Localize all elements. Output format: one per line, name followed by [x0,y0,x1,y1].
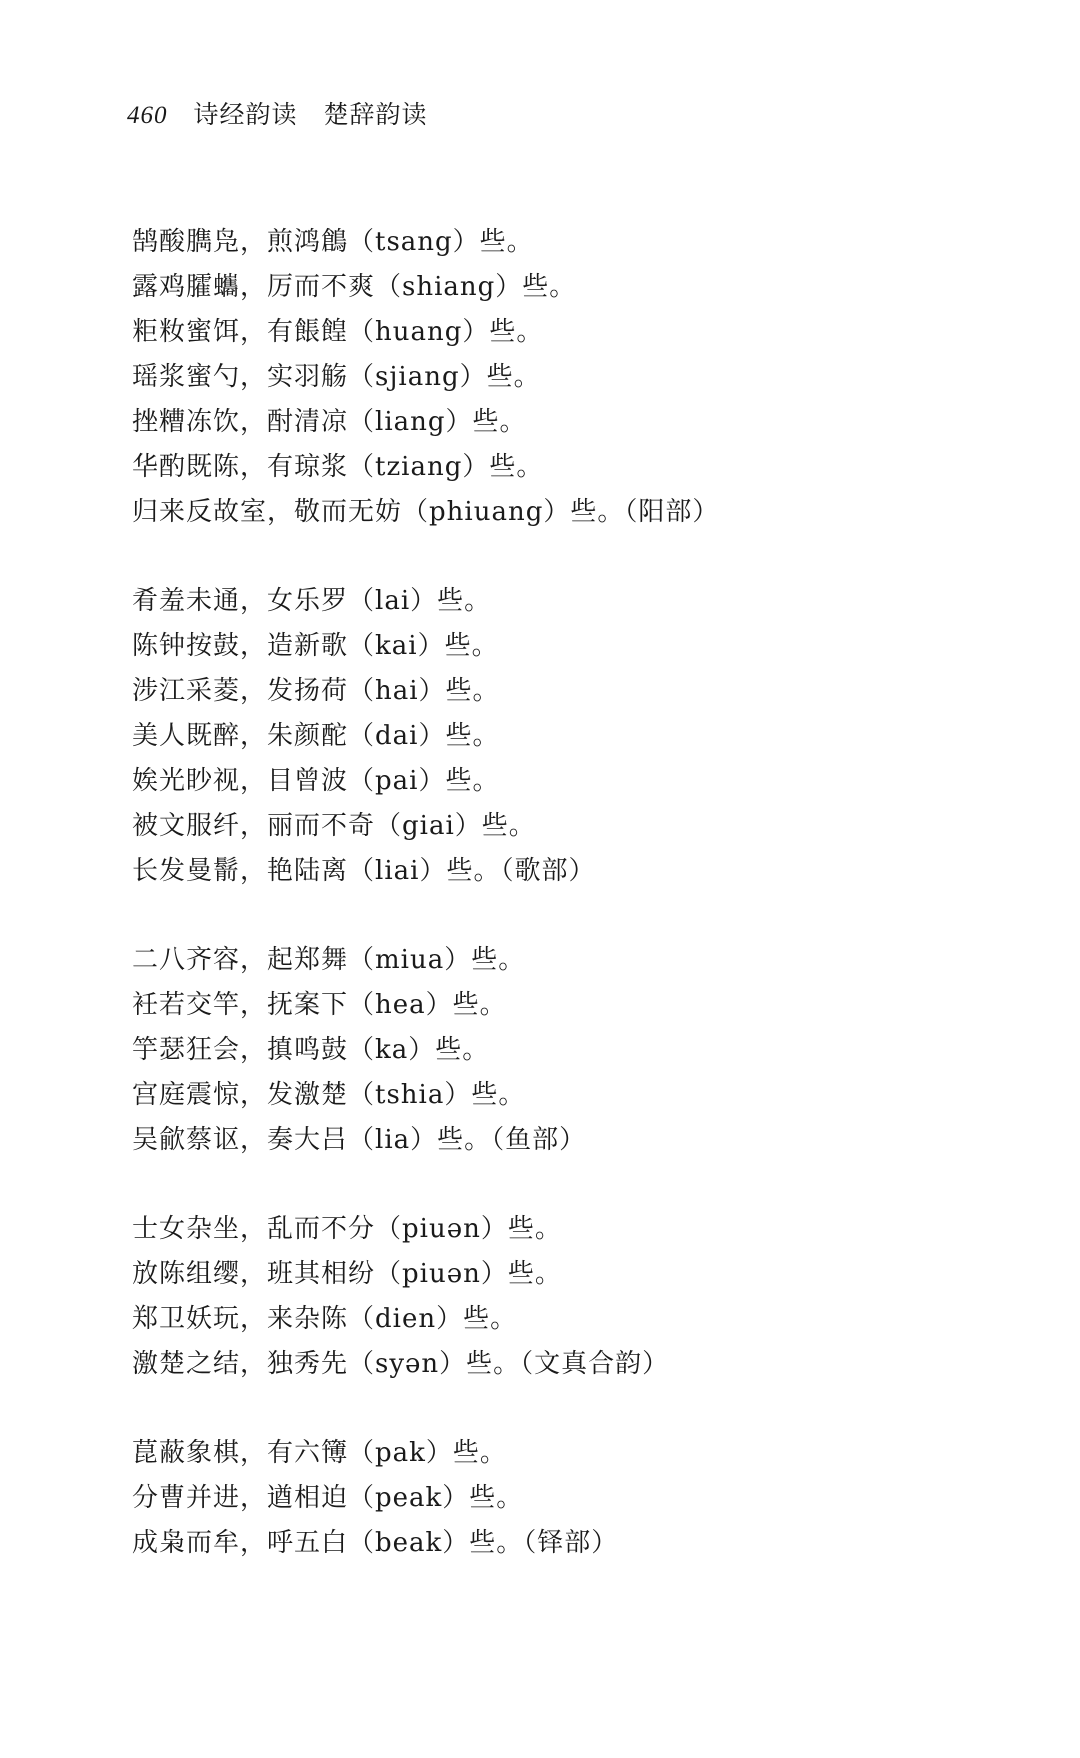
verse-line: 娭光眇视，目曾波（pai）些。 [132,766,500,796]
stanza [132,938,992,1163]
verse-line: 激楚之结，独秀先（syən）些。（文真合韵） [132,1349,670,1379]
verse-line: 吴歈蔡讴，奏大吕（lia）些。（鱼部） [132,1125,587,1155]
stanza [132,1431,992,1566]
book-title: 诗经韵读 [193,100,298,129]
stanza [132,579,992,894]
section-title: 楚辞韵读 [323,100,428,129]
verse-line: 美人既醉，朱颜酡（dai）些。 [132,721,500,751]
verse-line: 陈钟按鼓，造新歌（kai）些。 [132,631,499,661]
running-header [127,95,428,131]
verse-line: 成枭而牟，呼五白（beak）些。（铎部） [132,1528,619,1558]
verse-line: 露鸡臛蠵，厉而不爽（shiang）些。 [132,272,577,302]
verse-line: 瑶浆蜜勺，实羽觞（sjiang）些。 [132,362,541,392]
verse-line: 涉江采菱，发扬荷（hai）些。 [132,676,500,706]
verse-line: 菎蔽象棋，有六簙（pak）些。 [132,1438,507,1468]
verse-line: 鹄酸臇凫，煎鸿鶬（tsang）些。 [132,227,534,257]
verse-line: 分曹并进，遒相迫（peak）些。 [132,1483,524,1513]
verse-line: 衽若交竿，抚案下（hea）些。 [132,990,507,1020]
verse-line: 归来反故室，敬而无妨（phiuang）些。（阳部） [132,497,720,527]
verse-line: 宫庭震惊，发激楚（tshia）些。 [132,1080,526,1110]
verse-line: 放陈组缨，班其相纷（piuən）些。 [132,1259,562,1289]
poem-body [132,220,992,1610]
verse-line: 长发曼鬋，艳陆离（liai）些。（歌部） [132,856,596,886]
verse-line: 华酌既陈，有琼浆（tziang）些。 [132,452,544,482]
page-number: 460 [127,102,168,129]
verse-line: 士女杂坐，乱而不分（piuən）些。 [132,1214,562,1244]
stanza [132,220,992,535]
verse-line: 竽瑟狂会，搷鸣鼓（ka）些。 [132,1035,490,1065]
verse-line: 二八齐容，起郑舞（miua）些。 [132,945,526,975]
verse-line: 郑卫妖玩，来杂陈（dien）些。 [132,1304,518,1334]
verse-line: 挫糟冻饮，酎清凉（liang）些。 [132,407,527,437]
verse-line: 粔籹蜜饵，有餦餭（huang）些。 [132,317,544,347]
stanza [132,1207,992,1387]
verse-line: 被文服纤，丽而不奇（giai）些。 [132,811,536,841]
verse-line: 肴羞未通，女乐罗（lai）些。 [132,586,492,616]
